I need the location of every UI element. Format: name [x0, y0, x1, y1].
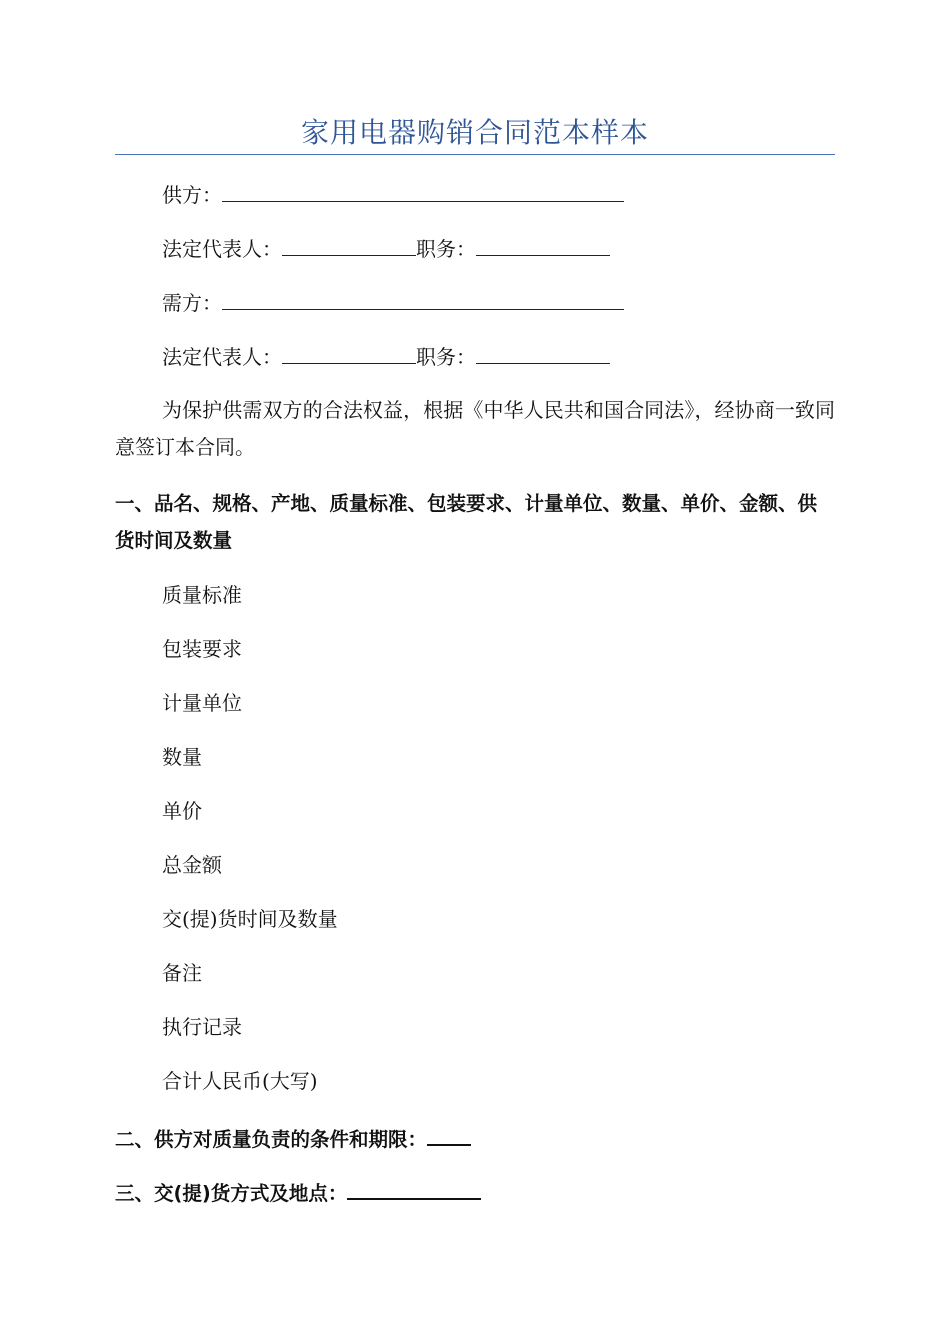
supplier-legal-rep-label: 法定代表人：	[162, 237, 282, 261]
buyer-legal-rep-blank-field[interactable]	[282, 341, 416, 364]
buyer-position-blank-field[interactable]	[476, 341, 610, 364]
document-title: 家用电器购销合同范本样本	[300, 116, 649, 149]
supplier-position-blank-field[interactable]	[476, 233, 610, 256]
buyer-blank-field[interactable]	[222, 287, 624, 310]
section2-heading: 二、供方对质量负责的条件和期限：	[115, 1128, 428, 1151]
buyer-label: 需方：	[162, 291, 222, 315]
supplier-label: 供方：	[162, 183, 222, 207]
section1-item: 计量单位	[162, 691, 242, 715]
supplier-legal-rep-line	[162, 233, 610, 264]
section1-item: 交(提)货时间及数量	[162, 907, 338, 931]
section3-heading: 三、交(提)货方式及地点：	[115, 1182, 348, 1205]
buyer-line	[162, 287, 624, 318]
section2-line	[115, 1122, 471, 1155]
section1-item: 总金额	[162, 853, 222, 877]
section3-blank-field[interactable]	[347, 1176, 481, 1200]
section2-blank-field[interactable]	[427, 1122, 471, 1146]
supplier-line	[162, 179, 624, 210]
preamble-paragraph: 为保护供需双方的合法权益，根据《中华人民共和国合同法》，经协商一致同意签订本合同。	[115, 398, 835, 459]
section3-line	[115, 1176, 481, 1209]
title-underline-divider	[115, 154, 835, 155]
section1-item: 单价	[162, 799, 202, 823]
section1-item: 执行记录	[162, 1015, 242, 1039]
supplier-position-label: 职务：	[416, 237, 476, 261]
section1-item: 合计人民币(大写)	[162, 1069, 318, 1093]
buyer-legal-rep-label: 法定代表人：	[162, 345, 282, 369]
buyer-position-label: 职务：	[416, 345, 476, 369]
supplier-blank-field[interactable]	[222, 179, 624, 202]
section1-item: 包装要求	[162, 637, 242, 661]
buyer-legal-rep-line	[162, 341, 610, 372]
section1-item: 数量	[162, 745, 202, 769]
section1-item: 备注	[162, 961, 202, 985]
section1-item: 质量标准	[162, 583, 242, 607]
section1-heading: 一、品名、规格、产地、质量标准、包装要求、计量单位、数量、单价、金额、供货时间及数量	[115, 492, 818, 552]
supplier-legal-rep-blank-field[interactable]	[282, 233, 416, 256]
